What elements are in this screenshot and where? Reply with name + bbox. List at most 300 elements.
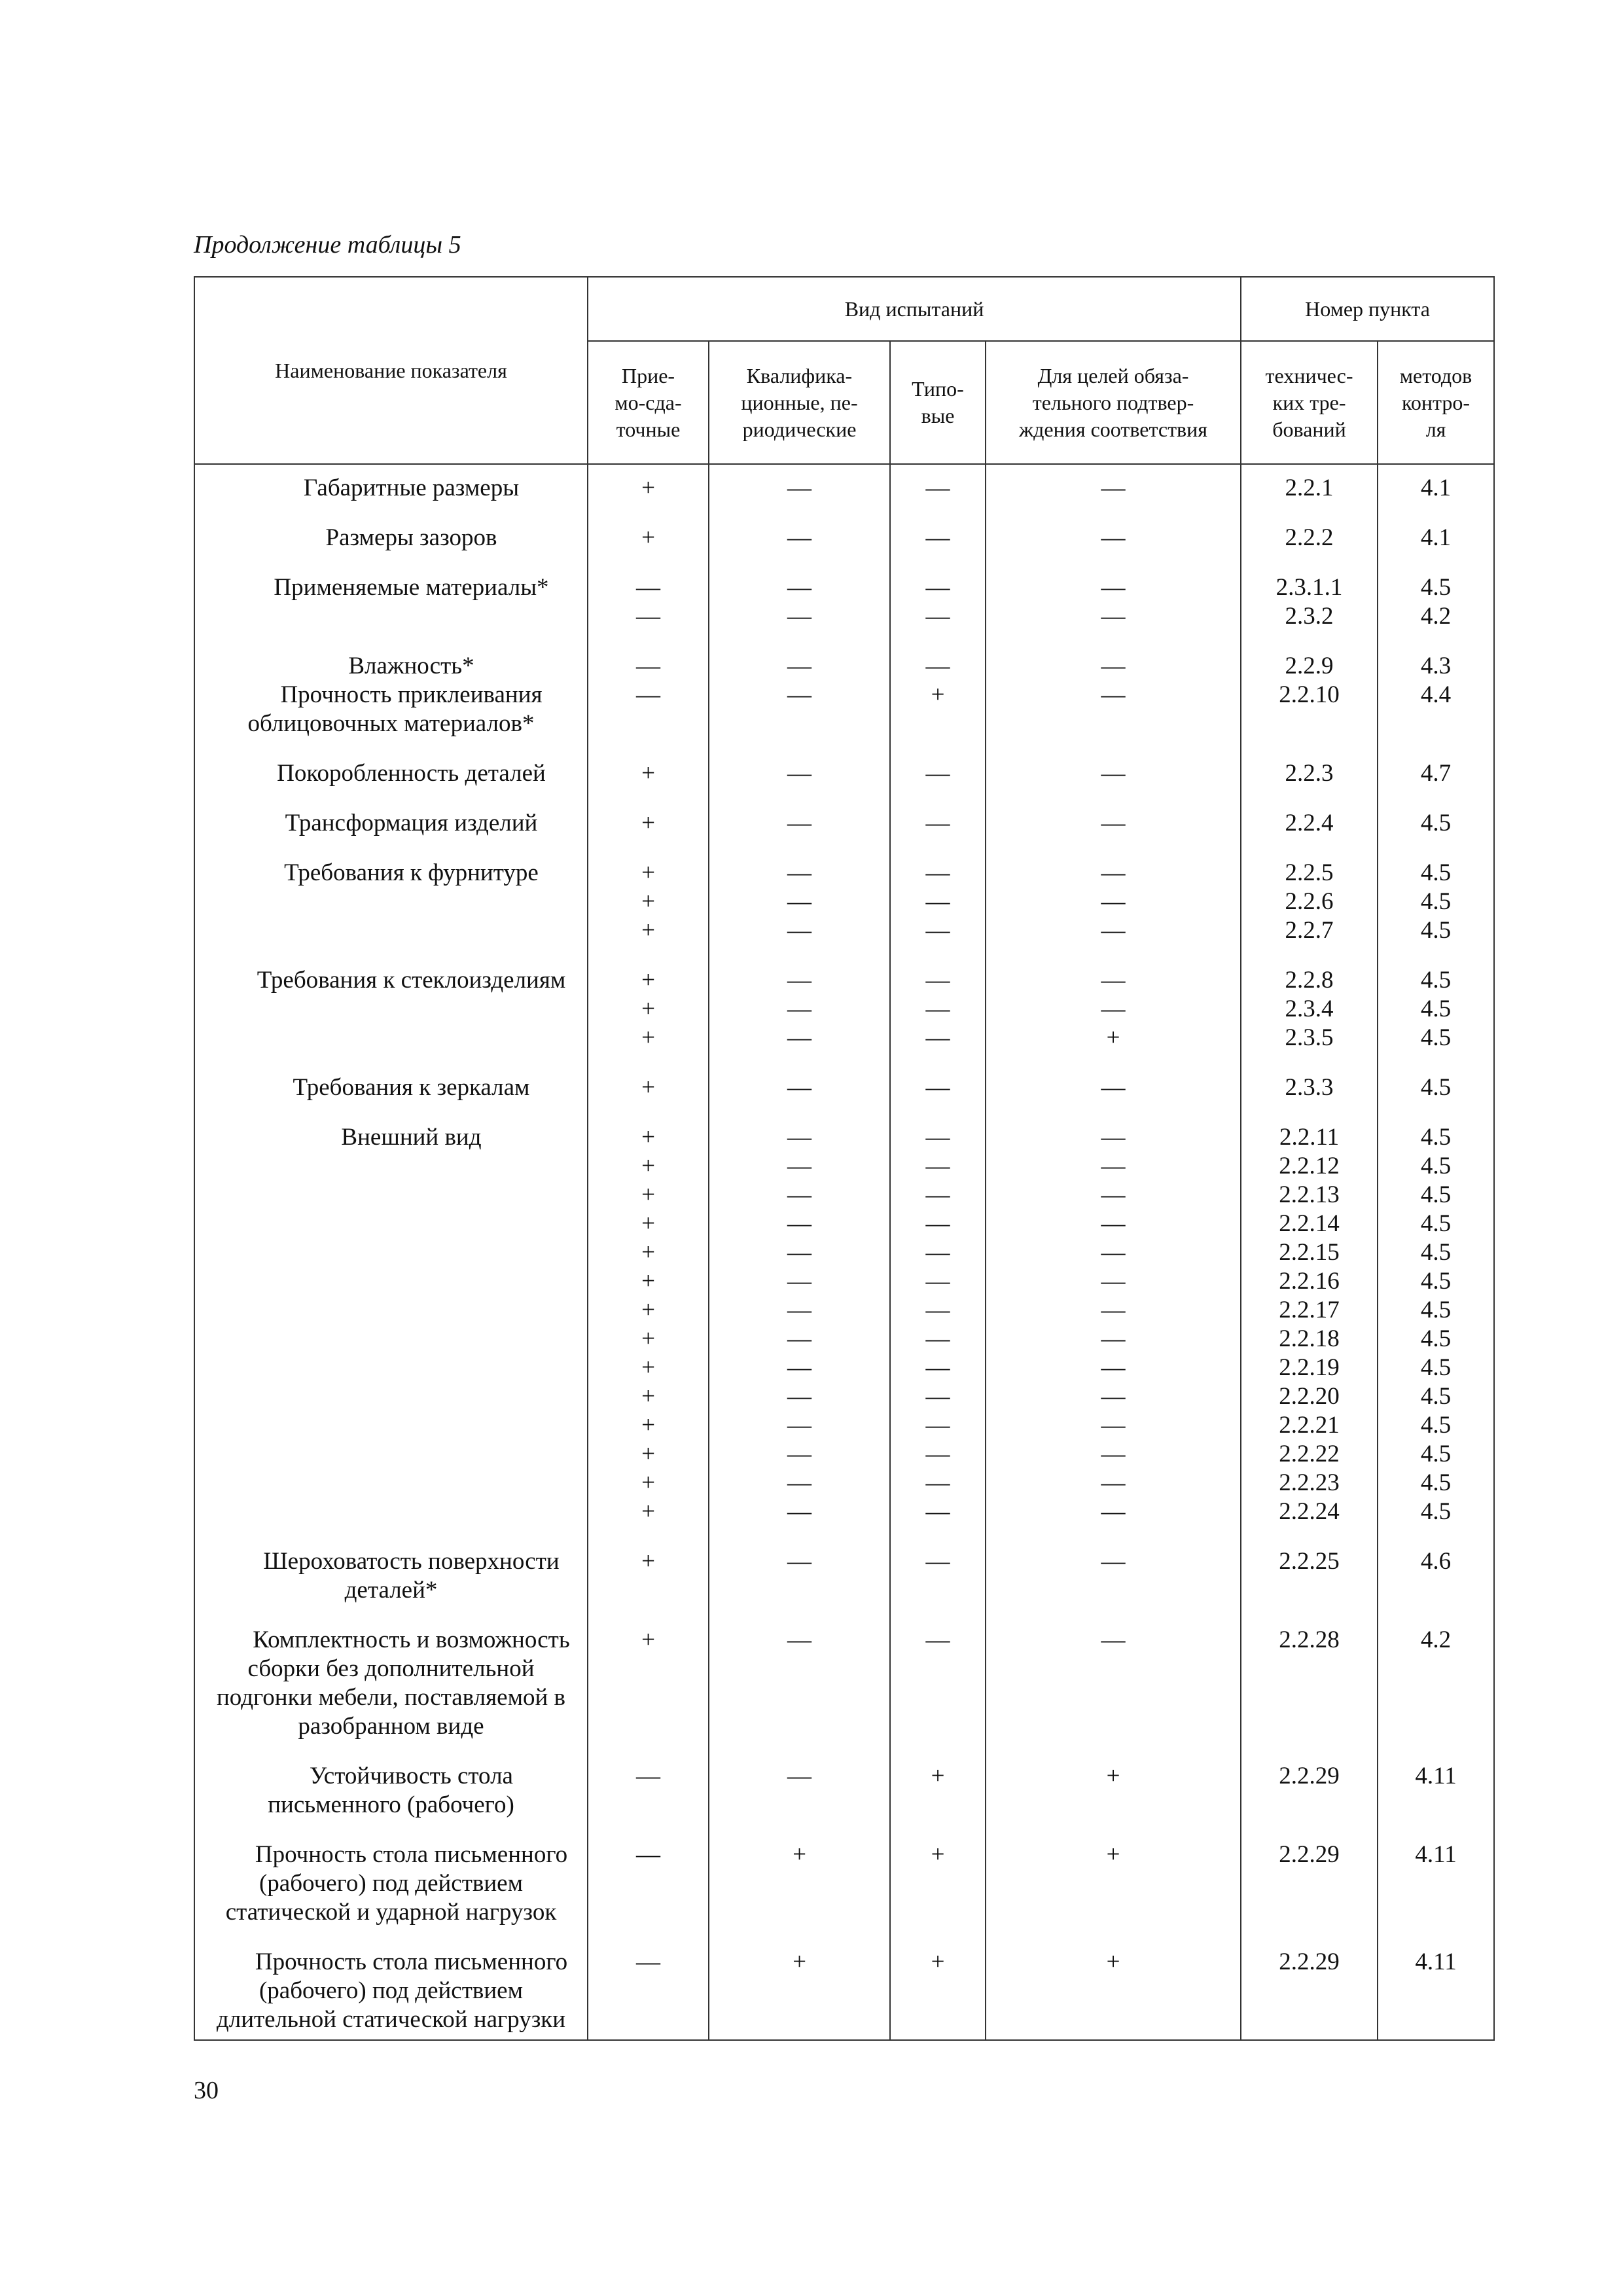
indicator-name: Применяемые материалы* [274,574,549,601]
type-value: — [925,1548,950,1575]
methods-cell [1378,1541,1494,1619]
methods-value: 4.5 [1420,1498,1452,1525]
tech-req-value: 2.2.5 [1285,859,1334,886]
qualification-value: — [787,1441,812,1467]
methods-cell [1378,1117,1494,1541]
acceptance-value: + [641,760,655,787]
type-value: — [925,1469,950,1496]
type-cell [890,960,986,1067]
indicator-name: Прочность стола письменного (рабочего) под действием статической и ударной нагрузок [225,1841,568,1926]
header-test-type: Вид испытаний [588,277,1241,341]
indicator-name: Требования к стеклоизделиям [257,967,566,994]
indicator-name: Прочность стола письменного (рабочего) под действием длительной статической нагрузки [216,1948,568,2033]
conformity-value: — [1101,1354,1126,1381]
tech-req-cell [1241,1067,1378,1117]
qualification-value: — [787,1268,812,1295]
acceptance-value: + [641,1268,655,1295]
conformity-value: — [1101,1153,1126,1179]
indicator-name-cell [194,645,588,753]
conformity-value: — [1101,1325,1126,1352]
tech-req-value: 2.2.3 [1285,760,1334,787]
qualification-value: + [793,1948,806,1975]
conformity-cell [986,464,1241,517]
indicator-name-cell [194,753,588,802]
indicator-name-cell [194,1834,588,1941]
tech-req-cell [1241,1541,1378,1619]
table-row [194,1941,1494,2040]
indicator-name: Прочность приклеивания облицовочных материалов* [247,681,543,737]
methods-value: 4.5 [1420,1325,1452,1352]
header-indicator-name: Наименование показателя [194,277,588,464]
methods-value: 4.5 [1420,1074,1452,1101]
methods-value: 4.5 [1420,859,1452,886]
qualification-cell [709,753,890,802]
type-value: — [925,1354,950,1381]
type-value: — [925,653,950,679]
tech-req-value: 2.2.16 [1279,1268,1340,1295]
conformity-value: — [1101,1383,1126,1410]
conformity-cell [986,1941,1241,2040]
tech-req-value: 2.2.6 [1285,888,1334,915]
type-value: + [931,1763,945,1789]
tech-req-value: 2.2.29 [1279,1763,1340,1789]
conformity-value: — [1101,574,1126,601]
qualification-value: — [787,1239,812,1266]
acceptance-value: + [641,1383,655,1410]
indicator-name-cell [194,852,588,960]
type-cell [890,802,986,852]
methods-cell [1378,517,1494,567]
acceptance-value: — [636,681,660,708]
tech-req-cell [1241,517,1378,567]
type-value: — [925,1498,950,1525]
type-cell [890,1541,986,1619]
conformity-value: + [1106,1024,1120,1051]
acceptance-value: + [641,1297,655,1323]
tech-req-value: 2.2.21 [1279,1412,1340,1439]
tech-req-cell [1241,802,1378,852]
qualification-value: — [787,888,812,915]
conformity-value: — [1101,917,1126,944]
acceptance-cell [588,1834,709,1941]
conformity-cell [986,753,1241,802]
methods-value: 4.5 [1420,1412,1452,1439]
qualification-value: — [787,653,812,679]
type-cell [890,1755,986,1834]
qualification-cell [709,645,890,753]
acceptance-value: + [641,1469,655,1496]
indicator-name-cell [194,567,588,645]
qualification-value: — [787,1124,812,1151]
requirements-table [194,276,1495,2041]
conformity-value: — [1101,1210,1126,1237]
table-row [194,517,1494,567]
type-cell [890,1117,986,1541]
acceptance-cell [588,1619,709,1755]
header-control-methods [1378,341,1494,464]
qualification-cell [709,802,890,852]
qualification-value: — [787,1763,812,1789]
indicator-name-cell [194,1541,588,1619]
tech-req-value: 2.2.9 [1285,653,1334,679]
acceptance-cell [588,1117,709,1541]
indicator-name: Комплектность и возможность сборки без дополнительной подгонки мебели, поставляемой в разобранном виде [216,1626,570,1740]
qualification-value: — [787,810,812,836]
tech-req-value: 2.2.8 [1285,967,1334,994]
qualification-cell [709,567,890,645]
tech-req-value: 2.2.11 [1279,1124,1340,1151]
qualification-cell [709,1067,890,1117]
conformity-cell [986,567,1241,645]
indicator-name: Требования к фурнитуре [284,859,539,886]
tech-req-value: 2.2.10 [1279,681,1340,708]
tech-req-value: 2.2.20 [1279,1383,1340,1410]
tech-req-value: 2.2.22 [1279,1441,1340,1467]
methods-value: 4.6 [1420,1548,1452,1575]
type-value: — [925,1181,950,1208]
acceptance-value: + [641,967,655,994]
type-value: + [931,1948,945,1975]
indicator-name: Шероховатость поверхности деталей* [263,1548,560,1604]
qualification-value: — [787,681,812,708]
conformity-cell [986,1755,1241,1834]
type-value: — [925,1124,950,1151]
conformity-value: — [1101,859,1126,886]
tech-req-value: 2.2.13 [1279,1181,1340,1208]
methods-value: 4.5 [1420,967,1452,994]
acceptance-cell [588,753,709,802]
methods-cell [1378,753,1494,802]
methods-value: 4.2 [1420,603,1452,630]
acceptance-value: + [641,1124,655,1151]
conformity-value: + [1106,1948,1120,1975]
acceptance-value: — [636,653,660,679]
indicator-name: Требования к зеркалам [293,1074,530,1101]
header-type [890,341,986,464]
methods-value: 4.5 [1420,574,1452,601]
acceptance-value: + [641,1412,655,1439]
conformity-value: + [1106,1763,1120,1789]
conformity-value: — [1101,653,1126,679]
table-row [194,464,1494,517]
type-cell [890,1619,986,1755]
conformity-value: — [1101,475,1126,501]
acceptance-value: — [636,1763,660,1789]
type-value: — [925,1325,950,1352]
indicator-name-cell [194,1117,588,1541]
conformity-cell [986,802,1241,852]
header-qualification-label: Квалифика- ционные, пе- риодические [741,363,858,441]
methods-cell [1378,567,1494,645]
conformity-cell [986,1067,1241,1117]
qualification-cell [709,1117,890,1541]
acceptance-value: + [641,1498,655,1525]
methods-value: 4.11 [1415,1948,1457,1975]
qualification-value: — [787,574,812,601]
type-value: — [925,1626,950,1653]
header-tech-requirements [1241,341,1378,464]
methods-value: 4.1 [1420,524,1452,551]
tech-req-value: 2.2.7 [1285,917,1334,944]
qualification-value: — [787,967,812,994]
acceptance-value: + [641,917,655,944]
tech-req-value: 2.2.14 [1279,1210,1340,1237]
conformity-cell [986,1117,1241,1541]
tech-req-cell [1241,567,1378,645]
tech-req-value: 2.2.23 [1279,1469,1340,1496]
qualification-cell [709,517,890,567]
qualification-cell [709,960,890,1067]
acceptance-value: — [636,574,660,601]
indicator-name-cell [194,960,588,1067]
indicator-name-cell [194,464,588,517]
acceptance-cell [588,1067,709,1117]
type-value: — [925,1210,950,1237]
conformity-value: — [1101,1469,1126,1496]
qualification-value: — [787,996,812,1022]
acceptance-value: + [641,1325,655,1352]
methods-value: 4.5 [1420,1383,1452,1410]
conformity-value: — [1101,810,1126,836]
methods-value: 4.4 [1420,681,1452,708]
tech-req-cell [1241,1619,1378,1755]
acceptance-value: + [641,1210,655,1237]
acceptance-value: + [641,1626,655,1653]
table-row [194,567,1494,645]
methods-value: 4.5 [1420,1181,1452,1208]
type-cell [890,517,986,567]
table-caption: Продолжение таблицы 5 [194,231,461,259]
type-value: — [925,574,950,601]
tech-req-value: 2.2.15 [1279,1239,1340,1266]
indicator-name-cell [194,1941,588,2040]
header-conformity [986,341,1241,464]
methods-cell [1378,1941,1494,2040]
acceptance-value: + [641,1074,655,1101]
table-row [194,1755,1494,1834]
methods-value: 4.5 [1420,1153,1452,1179]
conformity-value: — [1101,888,1126,915]
acceptance-cell [588,464,709,517]
header-item-number: Номер пункта [1241,277,1494,341]
methods-value: 4.5 [1420,1239,1452,1266]
methods-value: 4.7 [1420,760,1452,787]
header-qualification [709,341,890,464]
qualification-cell [709,1755,890,1834]
conformity-value: — [1101,996,1126,1022]
indicator-name: Внешний вид [341,1124,482,1151]
acceptance-value: + [641,1441,655,1467]
conformity-value: — [1101,1441,1126,1467]
conformity-cell [986,1541,1241,1619]
qualification-value: — [787,1626,812,1653]
qualification-value: — [787,1153,812,1179]
tech-req-value: 2.2.28 [1279,1626,1340,1653]
qualification-value: — [787,1024,812,1051]
type-value: — [925,1383,950,1410]
acceptance-value: + [641,1548,655,1575]
conformity-value: — [1101,967,1126,994]
methods-value: 4.5 [1420,1210,1452,1237]
tech-req-value: 2.3.4 [1285,996,1334,1022]
type-value: — [925,1024,950,1051]
qualification-value: — [787,859,812,886]
tech-req-cell [1241,960,1378,1067]
table-row [194,1619,1494,1755]
methods-value: 4.5 [1420,1441,1452,1467]
conformity-value: — [1101,681,1126,708]
indicator-name: Трансформация изделий [285,810,538,836]
methods-cell [1378,1067,1494,1117]
methods-value: 4.5 [1420,1469,1452,1496]
tech-req-value: 2.3.1.1 [1275,574,1343,601]
conformity-cell [986,645,1241,753]
methods-value: 4.11 [1415,1841,1457,1868]
qualification-cell [709,1834,890,1941]
tech-req-cell [1241,1834,1378,1941]
tech-req-value: 2.3.5 [1285,1024,1334,1051]
methods-cell [1378,852,1494,960]
methods-value: 4.5 [1420,1024,1452,1051]
conformity-cell [986,1619,1241,1755]
table-body [194,464,1494,2040]
acceptance-value: + [641,1153,655,1179]
page-number: 30 [194,2077,219,2104]
type-value: — [925,996,950,1022]
conformity-value: — [1101,1124,1126,1151]
type-value: — [925,1153,950,1179]
tech-req-value: 2.3.2 [1285,603,1334,630]
table-row [194,852,1494,960]
conformity-value: — [1101,1268,1126,1295]
conformity-cell [986,852,1241,960]
methods-value: 4.5 [1420,917,1452,944]
indicator-name-cell [194,802,588,852]
type-value: — [925,524,950,551]
conformity-value: — [1101,1548,1126,1575]
tech-req-value: 2.2.25 [1279,1548,1340,1575]
acceptance-value: — [636,603,660,630]
table-row [194,960,1494,1067]
tech-req-cell [1241,1941,1378,2040]
acceptance-value: + [641,859,655,886]
indicator-name-cell [194,517,588,567]
acceptance-value: + [641,888,655,915]
table-row [194,802,1494,852]
qualification-value: — [787,1181,812,1208]
tech-req-value: 2.2.29 [1279,1841,1340,1868]
header-type-label: Типо- вые [912,377,964,427]
methods-value: 4.5 [1420,1354,1452,1381]
methods-cell [1378,1834,1494,1941]
type-cell [890,567,986,645]
qualification-value: — [787,1325,812,1352]
qualification-value: — [787,524,812,551]
qualification-value: — [787,917,812,944]
tech-req-cell [1241,645,1378,753]
tech-req-cell [1241,753,1378,802]
qualification-cell [709,1619,890,1755]
acceptance-cell [588,802,709,852]
acceptance-value: + [641,1181,655,1208]
tech-req-cell [1241,1755,1378,1834]
acceptance-cell [588,567,709,645]
acceptance-cell [588,645,709,753]
conformity-value: — [1101,1498,1126,1525]
conformity-value: — [1101,1181,1126,1208]
acceptance-cell [588,852,709,960]
header-acceptance [588,341,709,464]
conformity-value: + [1106,1841,1120,1868]
methods-cell [1378,960,1494,1067]
methods-cell [1378,1619,1494,1755]
qualification-value: — [787,1210,812,1237]
qualification-value: — [787,1548,812,1575]
type-value: — [925,1074,950,1101]
methods-cell [1378,802,1494,852]
table-row [194,753,1494,802]
table-header [194,277,1494,464]
header-tech-requirements-label: техничес- ких тре- бований [1265,363,1353,441]
acceptance-value: + [641,1354,655,1381]
conformity-value: — [1101,603,1126,630]
indicator-name-cell [194,1619,588,1755]
type-value: + [931,1841,945,1868]
qualification-cell [709,1941,890,2040]
acceptance-cell [588,960,709,1067]
type-value: — [925,1297,950,1323]
conformity-value: — [1101,1239,1126,1266]
header-conformity-label: Для целей обяза- тельного подтвер- ждения соответствия [1019,363,1207,441]
methods-value: 4.5 [1420,1297,1452,1323]
type-value: — [925,760,950,787]
tech-req-cell [1241,1117,1378,1541]
type-value: — [925,967,950,994]
qualification-value: — [787,1074,812,1101]
acceptance-cell [588,517,709,567]
acceptance-value: — [636,1948,660,1975]
qualification-value: — [787,1354,812,1381]
indicator-name-cell [194,1755,588,1834]
methods-value: 4.5 [1420,888,1452,915]
table-row [194,1117,1494,1541]
type-cell [890,1834,986,1941]
qualification-value: — [787,1412,812,1439]
acceptance-cell [588,1541,709,1619]
conformity-value: — [1101,760,1126,787]
type-cell [890,1067,986,1117]
methods-value: 4.5 [1420,1268,1452,1295]
methods-value: 4.1 [1420,475,1452,501]
qualification-value: + [793,1841,806,1868]
methods-cell [1378,645,1494,753]
acceptance-value: + [641,1239,655,1266]
type-value: — [925,859,950,886]
conformity-cell [986,517,1241,567]
conformity-cell [986,960,1241,1067]
type-value: — [925,1441,950,1467]
acceptance-cell [588,1941,709,2040]
methods-cell [1378,1755,1494,1834]
acceptance-value: — [636,1841,660,1868]
type-value: — [925,1412,950,1439]
tech-req-cell [1241,852,1378,960]
acceptance-value: + [641,1024,655,1051]
type-value: — [925,888,950,915]
tech-req-value: 2.2.17 [1279,1297,1340,1323]
type-value: + [931,681,945,708]
qualification-value: — [787,1469,812,1496]
